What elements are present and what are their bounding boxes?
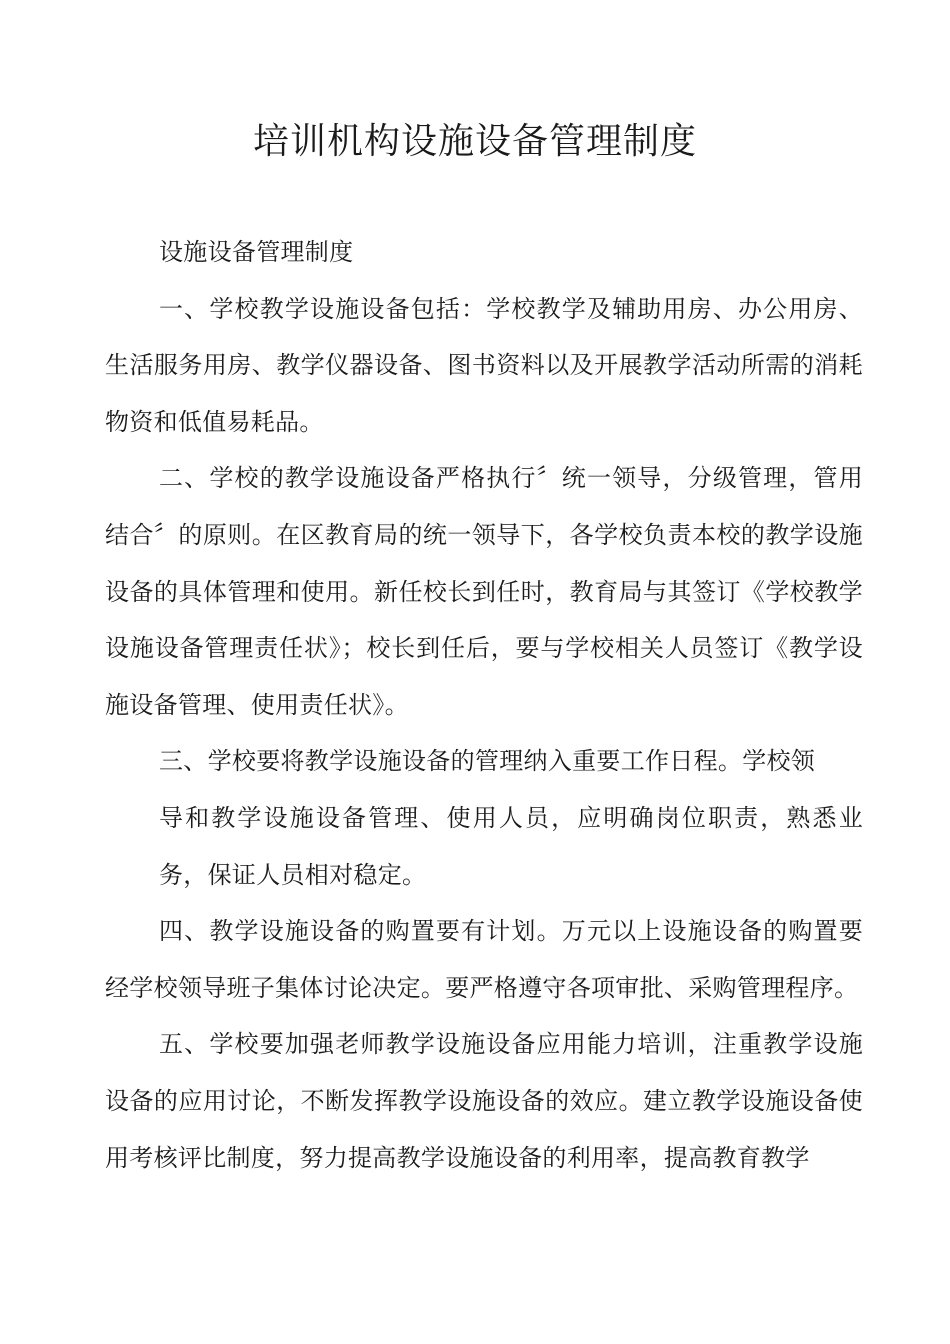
paragraph-3-line-1: 三、学校要将教学设施设备的管理纳入重要工作日程。学校领 [159,747,816,776]
paragraph-2: 二、学校的教学设施设备严格执行〞统一领导，分级管理，管用结合〞的原则。在区教育局的统一领导下，各学校负责本校的教学设施设备的具体管理和使用。新任校长到任时，教育局与其签订《学校教学设施设备管理责任状》；校长到任后，要与学校相关人员签订《教学设施设备管理、使用责任状》。 [105,464,863,719]
paragraph-4: 四、教学设施设备的购置要有计划。万元以上设施设备的购置要经学校领导班子集体讨论决定。要严格遵守各项审批、采购管理程序。 [105,917,863,1002]
paragraph-1: 一、学校教学设施设备包括：学校教学及辅助用房、办公用房、生活服务用房、教学仪器设备、图书资料以及开展教学活动所需的消耗物资和低值易耗品。 [105,294,863,436]
paragraph-3-line-2: 导和教学设施设备管理、使用人员，应明确岗位职责，熟悉业务，保证人员相对稳定。 [159,803,863,889]
document-body [105,224,863,1186]
section-heading: 设施设备管理制度 [159,238,354,266]
paragraph-5: 五、学校要加强老师教学设施设备应用能力培训，注重教学设施设备的应用讨论，不断发挥教学设施设备的效应。建立教学设施设备使用考核评比制度，努力提高教学设施设备的利用率，提高教育教学 [105,1030,863,1172]
document-title: 培训机构设施设备管理制度 [252,121,697,162]
